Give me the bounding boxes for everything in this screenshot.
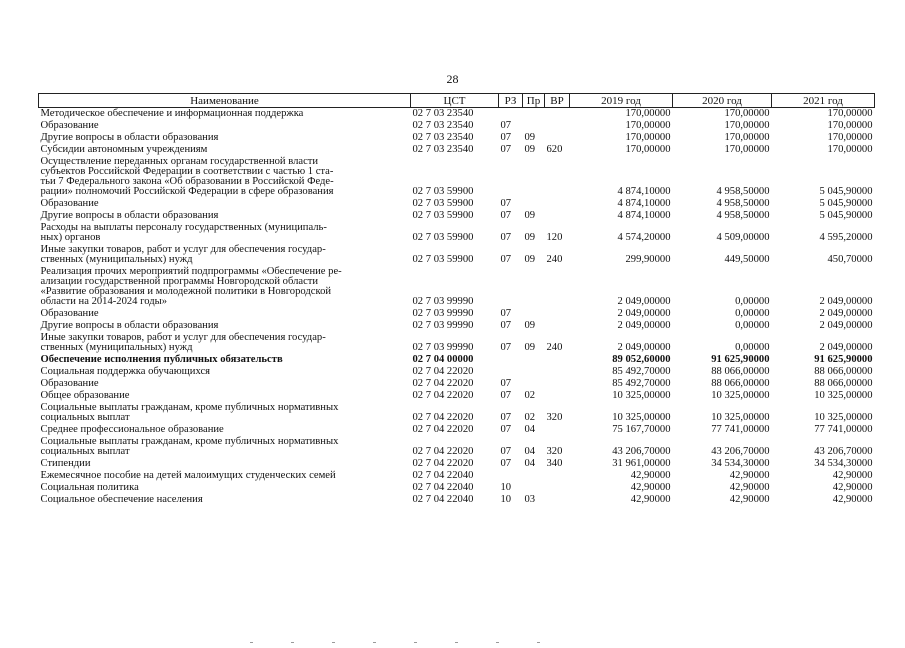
row-pr: 09 [524,320,536,331]
row-value-2020: 42,90000 [729,482,770,493]
table-row [39,156,875,198]
row-value-2021: 170,00000 [827,120,873,131]
row-vr [545,366,570,378]
row-rz [499,470,523,482]
row-value-2019: 42,90000 [630,494,671,505]
row-vr [545,494,570,506]
table-row [39,120,875,132]
row-pr [523,266,545,308]
row-vr [545,354,570,366]
row-rz: 07 [500,308,512,319]
row-cst: 02 7 03 99990 [412,308,474,319]
row-vr [545,266,570,308]
row-name [39,354,411,366]
row-vr: 240 [546,342,563,353]
row-name [39,402,411,424]
row-vr: 120 [546,232,563,243]
table-row [39,354,875,366]
row-name [39,222,411,244]
row-name [39,308,411,320]
row-value-2019: 42,90000 [630,470,671,481]
row-value-2019: 4 874,10000 [617,186,671,197]
row-vr: 320 [546,446,563,457]
row-value-2019: 2 049,00000 [617,342,671,353]
table-row [39,108,875,121]
row-rz: 07 [500,378,512,389]
row-value-2021: 2 049,00000 [819,296,873,307]
row-rz: 07 [500,198,512,209]
row-rz [499,108,523,121]
table-row [39,436,875,458]
table-row [39,132,875,144]
table-row [39,332,875,354]
row-vr [545,424,570,436]
table-row [39,222,875,244]
row-value-2020: 0,00000 [735,342,770,353]
row-name [39,458,411,470]
row-value-2021: 4 595,20000 [819,232,873,243]
row-name-line: Другие вопросы в области образования [40,132,219,143]
row-value-2020: 4 509,00000 [716,232,770,243]
budget-table [38,93,875,506]
row-cst: 02 7 03 23540 [412,108,474,119]
row-name-line: Среднее профессиональное образование [40,424,224,435]
row-value-2021: 2 049,00000 [819,342,873,353]
row-name-line: Образование [40,378,99,389]
row-value-2021: 10 325,00000 [814,390,873,401]
table-body [39,108,875,507]
row-name-line: Стипендии [40,458,91,469]
header-2021: 2021 год [772,94,875,108]
row-name [39,482,411,494]
row-value-2021: 10 325,00000 [814,412,873,423]
table-row [39,378,875,390]
table-row [39,366,875,378]
row-value-2020: 170,00000 [724,120,770,131]
row-name-line: ственных (муниципальных) нужд [40,342,193,353]
row-name-line: Социальная поддержка обучающихся [40,366,211,377]
row-value-2019: 10 325,00000 [612,390,671,401]
table-row [39,482,875,494]
row-cst: 02 7 03 23540 [412,144,474,155]
row-name-line: ализации государственной программы Новгородской области [40,276,319,287]
row-value-2021: 91 625,90000 [814,354,873,365]
row-rz: 10 [500,482,512,493]
row-pr: 02 [524,412,536,423]
row-name [39,198,411,210]
row-name [39,210,411,222]
row-vr [545,156,570,198]
row-value-2021: 170,00000 [827,132,873,143]
row-value-2020: 43 206,70000 [711,446,770,457]
row-rz: 07 [500,144,512,155]
row-cst: 02 7 04 22040 [412,494,474,505]
row-cst: 02 7 03 59900 [412,254,474,265]
row-value-2020: 0,00000 [735,320,770,331]
row-value-2020: 170,00000 [724,108,770,119]
row-name-line: Образование [40,120,99,131]
row-cst: 02 7 03 59900 [412,210,474,221]
row-pr: 09 [524,144,536,155]
row-value-2020: 88 066,00000 [711,366,770,377]
row-name-line: Социальное обеспечение населения [40,494,203,505]
row-name-line: Другие вопросы в области образования [40,210,219,221]
row-value-2019: 4 874,10000 [617,210,671,221]
row-value-2020: 77 741,00000 [711,424,770,435]
row-cst: 02 7 04 22020 [412,412,474,423]
row-name-line: тьи 7 Федерального закона «Об образовании в Российской Феде- [40,176,334,187]
row-name-line: области на 2014-2024 годы» [40,296,168,307]
page-number: 28 [446,72,459,86]
row-pr [523,366,545,378]
row-cst: 02 7 04 22020 [412,390,474,401]
header-cst: ЦСТ [411,94,499,108]
row-name-line: ственных (муниципальных) нужд [40,254,193,265]
row-name-line: Образование [40,308,99,319]
row-rz: 07 [500,210,512,221]
scan-marks [250,630,650,634]
row-vr: 340 [546,458,563,469]
row-cst: 02 7 04 22020 [412,446,474,457]
row-pr: 03 [524,494,536,505]
row-name [39,390,411,402]
header-2019: 2019 год [570,94,673,108]
row-rz [499,354,523,366]
table-row [39,244,875,266]
row-rz: 07 [500,424,512,435]
row-vr [545,390,570,402]
row-value-2021: 88 066,00000 [814,378,873,389]
row-value-2021: 42,90000 [832,470,873,481]
row-value-2019: 85 492,70000 [612,378,671,389]
row-value-2019: 10 325,00000 [612,412,671,423]
row-value-2021: 170,00000 [827,108,873,119]
row-rz: 07 [500,446,512,457]
row-vr: 240 [546,254,563,265]
row-rz: 07 [500,132,512,143]
row-pr [523,108,545,121]
table-row [39,320,875,332]
row-value-2020: 0,00000 [735,308,770,319]
row-value-2019: 4 874,10000 [617,198,671,209]
row-vr [545,108,570,121]
row-rz: 07 [500,120,512,131]
row-vr [545,320,570,332]
table-row [39,308,875,320]
row-vr [545,120,570,132]
row-name [39,132,411,144]
table-row [39,266,875,308]
row-pr: 09 [524,132,536,143]
row-value-2019: 2 049,00000 [617,308,671,319]
row-vr: 620 [546,144,563,155]
row-name-line: Обеспечение исполнения публичных обязательств [40,354,283,365]
row-name-line: «Развитие образования и молодежной политики в Новгородской [40,286,332,297]
row-value-2019: 42,90000 [630,482,671,493]
row-cst: 02 7 04 22040 [412,482,474,493]
row-pr: 02 [524,390,536,401]
row-cst: 02 7 03 59900 [412,198,474,209]
row-value-2021: 42,90000 [832,482,873,493]
row-value-2019: 170,00000 [625,132,671,143]
row-value-2020: 449,50000 [724,254,770,265]
row-value-2020: 10 325,00000 [711,390,770,401]
header-vr: ВР [545,94,570,108]
row-value-2019: 85 492,70000 [612,366,671,377]
row-rz: 07 [500,320,512,331]
row-name-line: ных) органов [40,232,101,243]
row-name-line: Иные закупки товаров, работ и услуг для обеспечения государ- [40,244,326,255]
row-rz: 07 [500,342,512,353]
row-value-2019: 4 574,20000 [617,232,671,243]
row-value-2021: 2 049,00000 [819,320,873,331]
row-pr [523,156,545,198]
row-name-line: Методическое обеспечение и информационная поддержка [40,108,304,119]
row-name [39,494,411,506]
row-cst: 02 7 04 22020 [412,378,474,389]
row-cst: 02 7 03 59900 [412,186,474,197]
row-value-2020: 4 958,50000 [716,210,770,221]
row-rz [499,156,523,198]
row-name-line: Социальные выплаты гражданам, кроме публичных нормативных [40,402,339,413]
row-name [39,424,411,436]
row-name-line: Социальные выплаты гражданам, кроме публичных нормативных [40,436,339,447]
row-value-2019: 299,90000 [625,254,671,265]
header-name: Наименование [39,94,411,108]
row-rz: 07 [500,458,512,469]
row-vr [545,470,570,482]
row-name-line: социальных выплат [40,446,130,457]
row-cst: 02 7 04 22020 [412,366,474,377]
row-value-2021: 77 741,00000 [814,424,873,435]
row-name [39,266,411,308]
row-pr [523,198,545,210]
row-name [39,436,411,458]
row-name-line: социальных выплат [40,412,130,423]
row-pr: 09 [524,210,536,221]
row-value-2019: 43 206,70000 [612,446,671,457]
row-vr [545,198,570,210]
header-rz: РЗ [499,94,523,108]
row-value-2019: 31 961,00000 [612,458,671,469]
row-cst: 02 7 04 00000 [412,354,474,365]
row-name [39,332,411,354]
row-value-2020: 4 958,50000 [716,186,770,197]
table-row [39,198,875,210]
row-value-2020: 42,90000 [729,470,770,481]
row-value-2019: 170,00000 [625,108,671,119]
row-value-2020: 34 534,30000 [711,458,770,469]
row-name-line: Ежемесячное пособие на детей малоимущих студенческих семей [40,470,336,481]
row-value-2021: 43 206,70000 [814,446,873,457]
row-value-2020: 0,00000 [735,296,770,307]
row-name [39,244,411,266]
row-rz: 10 [500,494,512,505]
row-vr: 320 [546,412,563,423]
row-name-line: субъектов Российской Федерации в соответствии с частью 1 ста- [40,166,334,177]
row-value-2019: 75 167,70000 [612,424,671,435]
row-value-2021: 5 045,90000 [819,210,873,221]
row-pr: 09 [524,342,536,353]
row-pr [523,378,545,390]
row-name [39,320,411,332]
row-name-line: рации» полномочий Российской Федерации в сфере образования [40,186,334,197]
row-rz: 07 [500,232,512,243]
row-value-2021: 2 049,00000 [819,308,873,319]
row-pr [523,482,545,494]
row-rz: 07 [500,412,512,423]
row-name-line: Осуществление переданных органам государственной власти [40,156,319,167]
row-cst: 02 7 04 22020 [412,424,474,435]
row-cst: 02 7 04 22020 [412,458,474,469]
header-2020: 2020 год [673,94,772,108]
row-cst: 02 7 03 59900 [412,232,474,243]
row-pr: 04 [524,458,536,469]
row-rz [499,366,523,378]
table-row [39,494,875,506]
row-value-2020: 88 066,00000 [711,378,770,389]
row-name-line: Другие вопросы в области образования [40,320,219,331]
table-row [39,210,875,222]
row-name-line: Социальная политика [40,482,139,493]
row-name-line: Расходы на выплаты персоналу государственных (муниципаль- [40,222,327,233]
row-name [39,120,411,132]
row-pr [523,308,545,320]
row-value-2020: 91 625,90000 [711,354,770,365]
row-value-2019: 170,00000 [625,144,671,155]
header-pr: Пр [523,94,545,108]
row-value-2021: 42,90000 [832,494,873,505]
row-pr [523,354,545,366]
row-name [39,366,411,378]
row-cst: 02 7 03 23540 [412,132,474,143]
row-name-line: Образование [40,198,99,209]
row-value-2019: 170,00000 [625,120,671,131]
row-value-2020: 170,00000 [724,144,770,155]
row-name-line: Иные закупки товаров, работ и услуг для обеспечения государ- [40,332,326,343]
row-value-2020: 170,00000 [724,132,770,143]
row-vr [545,210,570,222]
row-value-2021: 450,70000 [827,254,873,265]
row-name [39,470,411,482]
table-header-row [39,94,875,108]
row-name-line: Реализация прочих мероприятий подпрограммы «Обеспечение ре- [40,266,342,277]
row-vr [545,308,570,320]
row-value-2020: 42,90000 [729,494,770,505]
row-vr [545,378,570,390]
row-name [39,108,411,121]
row-vr [545,482,570,494]
row-name [39,156,411,198]
row-value-2020: 4 958,50000 [716,198,770,209]
row-cst: 02 7 04 22040 [412,470,474,481]
row-name-line: Субсидии автономным учреждениям [40,144,208,155]
row-rz: 07 [500,254,512,265]
row-pr [523,470,545,482]
row-value-2021: 5 045,90000 [819,186,873,197]
row-cst: 02 7 03 99990 [412,296,474,307]
table-row [39,424,875,436]
row-value-2020: 10 325,00000 [711,412,770,423]
row-value-2021: 88 066,00000 [814,366,873,377]
row-rz [499,266,523,308]
row-name [39,378,411,390]
table-row [39,390,875,402]
row-name-line: Общее образование [40,390,130,401]
row-name [39,144,411,156]
row-pr [523,120,545,132]
table-row [39,470,875,482]
row-pr: 04 [524,424,536,435]
row-value-2021: 5 045,90000 [819,198,873,209]
row-pr: 04 [524,446,536,457]
table-row [39,144,875,156]
row-value-2021: 170,00000 [827,144,873,155]
row-rz: 07 [500,390,512,401]
row-value-2019: 2 049,00000 [617,320,671,331]
row-cst: 02 7 03 99990 [412,320,474,331]
row-value-2019: 2 049,00000 [617,296,671,307]
row-cst: 02 7 03 99990 [412,342,474,353]
row-value-2021: 34 534,30000 [814,458,873,469]
row-pr: 09 [524,232,536,243]
table-row [39,458,875,470]
row-vr [545,132,570,144]
row-value-2019: 89 052,60000 [612,354,671,365]
table-row [39,402,875,424]
row-pr: 09 [524,254,536,265]
row-cst: 02 7 03 23540 [412,120,474,131]
